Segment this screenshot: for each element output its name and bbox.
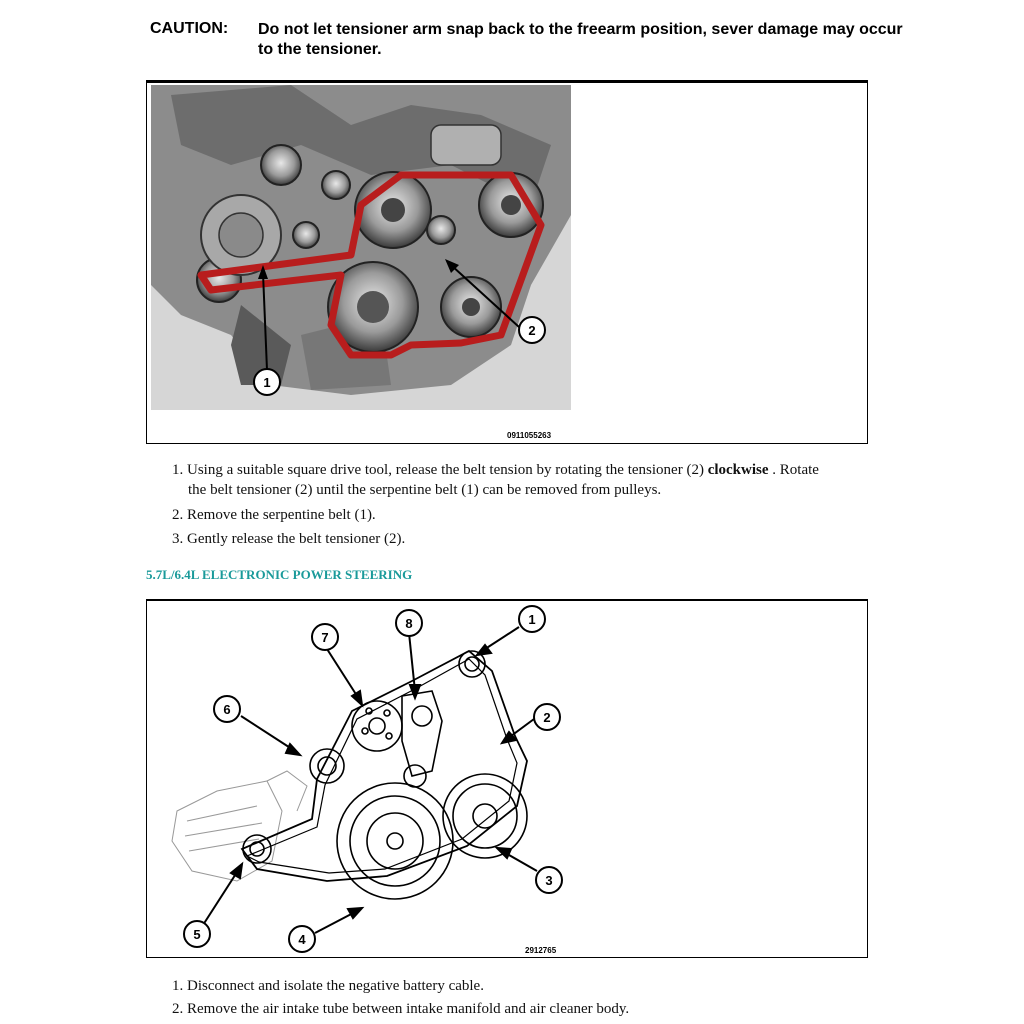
svg-text:7: 7	[321, 630, 329, 645]
caution-text: Do not let tensioner arm snap back to the freearm position, sever damage may occur to the tensioner.	[258, 21, 903, 58]
svg-text:3: 3	[545, 873, 553, 888]
svg-text:1: 1	[528, 612, 536, 627]
step-2: 2. Remove the serpentine belt (1).	[172, 507, 376, 523]
svg-text:6: 6	[223, 702, 231, 717]
step-1: 1. Using a suitable square drive tool, release the belt tension by rotating the tensioner (2) clockwise . Rotate	[172, 462, 819, 478]
belt-routing-diagram	[147, 601, 865, 956]
procedure-steps-2	[172, 978, 912, 1022]
section-title: 5.7L/6.4L ELECTRONIC POWER STEERING	[146, 567, 413, 582]
step-2: 2. Remove the air intake tube between intake manifold and air cleaner body.	[172, 1001, 630, 1017]
engine-illustration	[151, 85, 571, 410]
step-1-continued: the belt tensioner (2) until the serpentine belt (1) can be removed from pulleys.	[188, 482, 662, 498]
svg-text:4: 4	[298, 932, 306, 947]
step-3: 3. Gently release the belt tensioner (2).	[172, 531, 406, 547]
svg-text:8: 8	[405, 616, 413, 631]
svg-text:1: 1	[263, 375, 271, 390]
svg-text:5: 5	[193, 927, 201, 942]
svg-text:2: 2	[528, 323, 536, 338]
caution-label: CAUTION:	[150, 20, 229, 37]
procedure-steps-1	[172, 462, 912, 562]
figure-engine-belt	[146, 80, 868, 444]
figure-id: 0911055263	[507, 431, 552, 440]
figure-belt-routing	[146, 599, 868, 958]
step-1: 1. Disconnect and isolate the negative battery cable.	[172, 978, 484, 994]
svg-text:2: 2	[543, 710, 551, 725]
figure-id: 2912765	[525, 946, 557, 955]
